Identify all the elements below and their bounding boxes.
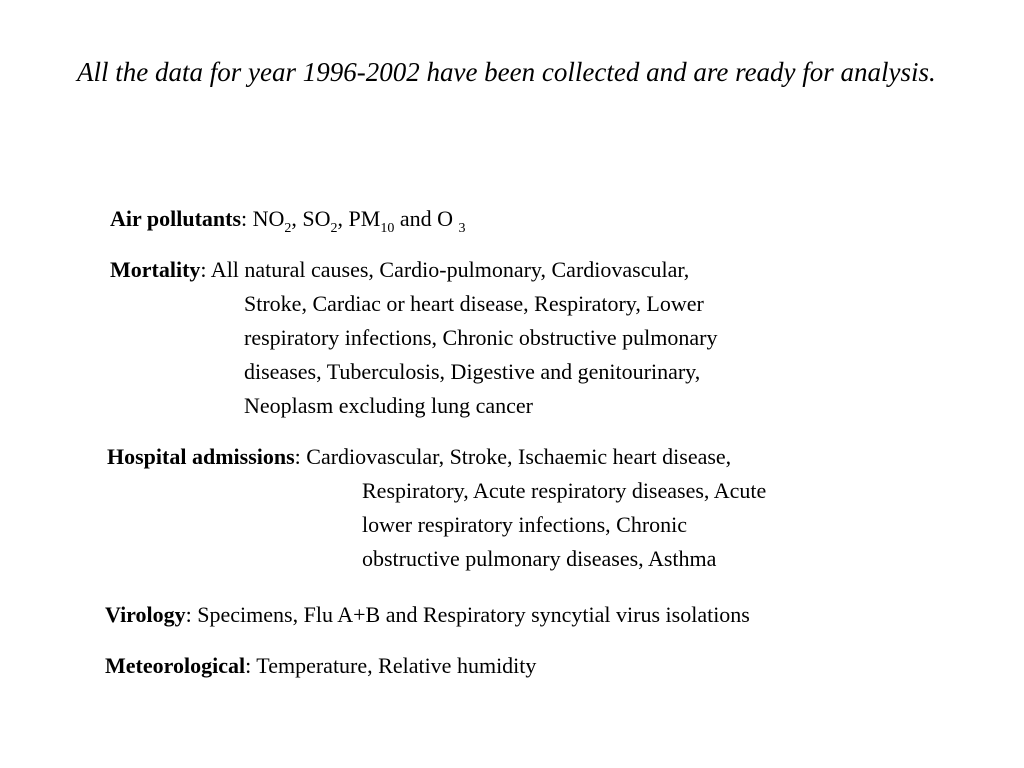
mortality-line: diseases, Tuberculosis, Digestive and genitourinary, — [244, 359, 701, 384]
hospital-admissions-line: Respiratory, Acute respiratory diseases, Acute — [362, 478, 767, 503]
mortality-item — [110, 253, 890, 287]
virology-label: Virology — [105, 602, 186, 627]
hospital-admissions-item — [107, 440, 947, 474]
ozone-subscript: 3 — [458, 221, 466, 236]
virology-text: : Specimens, Flu A+B and Respiratory syncytial virus isolations — [185, 602, 750, 627]
mortality-line: Stroke, Cardiac or heart disease, Respiratory, Lower — [244, 291, 704, 316]
meteorological-text: : Temperature, Relative humidity — [245, 653, 537, 678]
pm10-subscript: 10 — [380, 221, 395, 236]
air-pollutants-label: Air pollutants — [110, 206, 242, 231]
so2-subscript: 2 — [330, 221, 338, 236]
pm10-text: , PM — [337, 206, 381, 231]
hospital-admissions-continuation — [362, 474, 922, 576]
mortality-label: Mortality — [110, 257, 201, 282]
mortality-line: respiratory infections, Chronic obstructive pulmonary — [244, 325, 718, 350]
hospital-admissions-line: lower respiratory infections, Chronic — [362, 512, 688, 537]
air-pollutants-sep: : — [241, 206, 253, 231]
meteorological-label: Meteorological — [105, 653, 246, 678]
hospital-admissions-line: obstructive pulmonary diseases, Asthma — [362, 546, 717, 571]
hospital-admissions-label: Hospital admissions — [107, 444, 295, 469]
air-pollutants-item — [110, 202, 466, 236]
so2-text: , SO — [291, 206, 331, 231]
mortality-line: Neoplasm excluding lung cancer — [244, 393, 533, 418]
meteorological-item — [105, 649, 536, 683]
hospital-admissions-first-line: : Cardiovascular, Stroke, Ischaemic heart disease, — [294, 444, 732, 469]
ozone-text: and O — [394, 206, 459, 231]
mortality-first-line: : All natural causes, Cardio-pulmonary, Cardiovascular, — [200, 257, 690, 282]
no2-text: NO — [252, 206, 285, 231]
no2-subscript: 2 — [284, 221, 292, 236]
headline: All the data for year 1996-2002 have been collected and are ready for analysis. — [77, 57, 936, 87]
mortality-continuation — [244, 287, 884, 423]
virology-item — [105, 598, 750, 632]
